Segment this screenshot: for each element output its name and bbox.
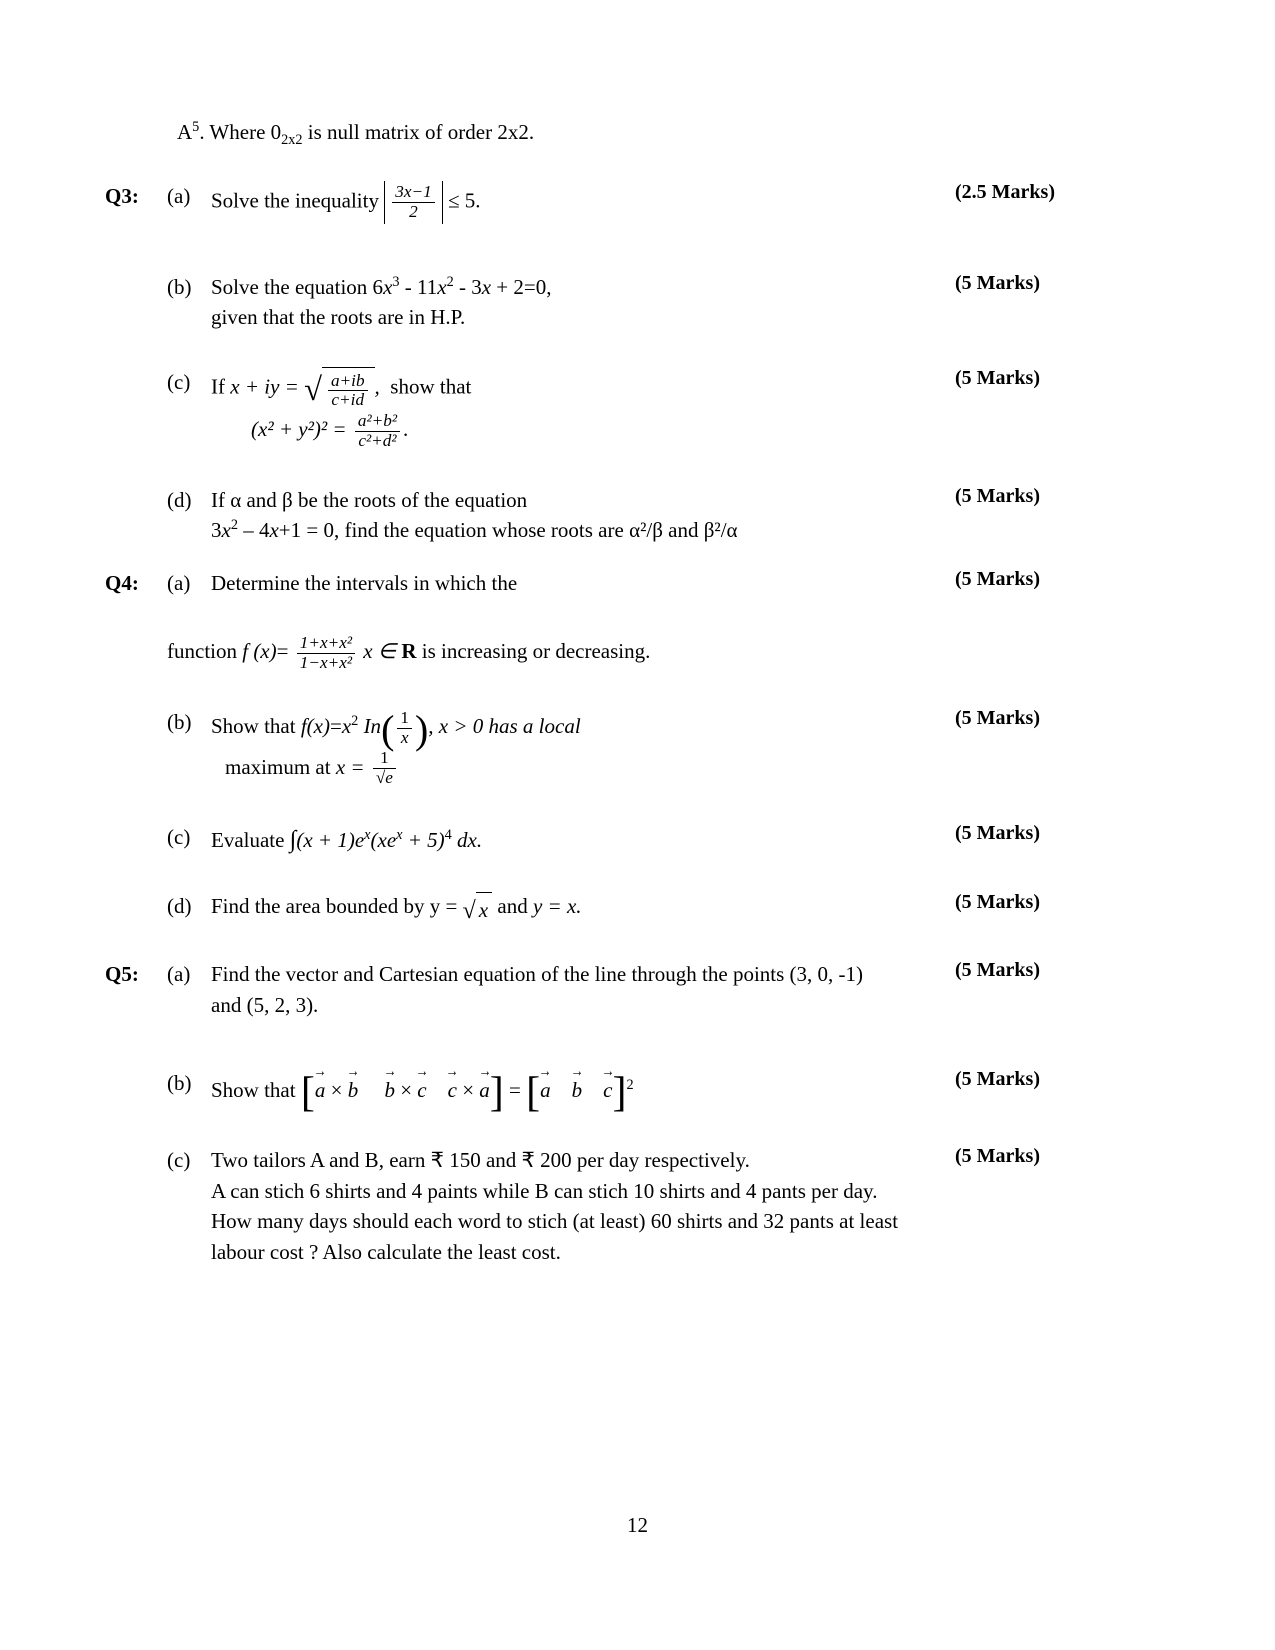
spacer xyxy=(105,1115,1105,1145)
lead-text-b: . Where 0 xyxy=(199,120,282,144)
spacer xyxy=(105,677,1105,707)
q3b-pow2: 2 xyxy=(446,273,454,290)
question-q4d xyxy=(105,891,1105,925)
fraction-numerator: 1+x+x² xyxy=(299,633,352,653)
part-label-b: (b) xyxy=(167,274,192,299)
marks-q4a: (5 Marks) xyxy=(955,567,1040,590)
marks-q5c: (5 Marks) xyxy=(955,1145,1040,1168)
right-bracket: ] xyxy=(489,1070,504,1117)
question-q3a xyxy=(105,181,1105,224)
spacer xyxy=(105,792,1105,822)
q3c-comma: , xyxy=(374,374,380,399)
q3c-line-2 xyxy=(251,410,1075,451)
q4d-t1: Find the area bounded by y = xyxy=(211,894,458,919)
marks-q5b: (5 Marks) xyxy=(955,1068,1040,1091)
q4b-max-word: maximum at xyxy=(225,754,331,779)
vector-c-1: → c xyxy=(417,1068,426,1111)
vector-b-1: → b xyxy=(348,1068,359,1111)
q4b-eq: = xyxy=(330,713,342,738)
vector-b-2: → b xyxy=(384,1068,395,1111)
q3c-if: If xyxy=(211,374,225,399)
lead-superscript: 5 xyxy=(192,119,200,135)
q3c-xiy: x + iy = xyxy=(230,374,299,399)
fraction-1-over-sqrt-e xyxy=(373,749,396,788)
vector-a-2: → a xyxy=(479,1068,490,1111)
question-number-q3: Q3: xyxy=(105,184,139,208)
q4a-function-word: function xyxy=(167,639,237,664)
part-label-c: (c) xyxy=(167,1148,191,1173)
square-root-x xyxy=(463,891,493,925)
fraction-denominator: 1−x+x² xyxy=(297,653,355,673)
marks-q3c: (5 Marks) xyxy=(955,366,1040,389)
fraction-3x-1-over-2 xyxy=(392,183,434,222)
question-q4b xyxy=(105,707,1105,788)
marks-q3d: (5 Marks) xyxy=(955,485,1040,507)
fraction-1-over-x xyxy=(397,709,412,748)
marks-q4c: (5 Marks) xyxy=(955,822,1040,845)
integral-sign: ∫ xyxy=(289,826,297,854)
right-bracket-2: ] xyxy=(612,1070,627,1117)
part-label-a: (a) xyxy=(167,184,191,208)
q4c-evaluate: Evaluate xyxy=(211,828,285,853)
part-label-c: (c) xyxy=(167,369,191,394)
question-q5b xyxy=(105,1068,1105,1117)
q5c-line-4: labour cost ? Also calculate the least cost. xyxy=(211,1239,561,1264)
lead-subscript: 2x2 xyxy=(281,132,303,149)
q4a-equals: = xyxy=(276,639,289,664)
vector-c-2: → c xyxy=(448,1068,457,1111)
q3b-x2: x xyxy=(437,274,447,299)
q3d-t3: +1 = 0, find the equation whose roots are α²/β and β²/α xyxy=(278,518,738,543)
q5b-equals: = xyxy=(509,1078,521,1103)
q3d-line-1: If α and β be the roots of the equation xyxy=(211,488,528,512)
radicand: x xyxy=(476,892,492,925)
q4b-line-1 xyxy=(211,707,1075,753)
question-q3c xyxy=(105,367,1105,451)
q4a-tail: is increasing or decreasing. xyxy=(421,639,651,664)
vector-a-1: → a xyxy=(315,1068,326,1111)
q4b-fx: f(x) xyxy=(300,713,330,738)
q4b-show: Show that xyxy=(211,713,296,738)
marks-q4d: (5 Marks) xyxy=(955,891,1040,914)
fraction-numerator: a+ib xyxy=(330,370,365,390)
q3a-suffix: ≤ 5. xyxy=(447,188,481,213)
q3b-t2: - 11 xyxy=(399,274,438,299)
radical-sign: √ xyxy=(304,372,322,409)
spacer xyxy=(105,550,1105,568)
vector-a-3: → a xyxy=(540,1068,551,1111)
q3c-lhs: (x² + y²)² = xyxy=(251,417,347,442)
q5a-line-2: and (5, 2, 3). xyxy=(211,992,319,1017)
q4b-x: x xyxy=(341,713,352,738)
part-label-c: (c) xyxy=(167,825,191,850)
q3b-t1: Solve the equation 6 xyxy=(211,274,384,299)
lead-text-a: A xyxy=(177,120,193,144)
spacer xyxy=(105,228,1105,272)
fraction-numerator: 3x−1 xyxy=(395,182,432,201)
spacer xyxy=(105,337,1105,367)
q3c-show: show that xyxy=(390,374,472,399)
left-bracket-2: [ xyxy=(526,1070,541,1117)
q4c-t1: (x + 1)e xyxy=(296,828,365,853)
page-number: 12 xyxy=(627,1513,648,1537)
fraction-numerator: 1 xyxy=(380,748,389,768)
q3b-x3: x xyxy=(481,274,492,299)
q3c-line-1 xyxy=(211,367,1075,411)
q4c-sup3: 4 xyxy=(444,827,452,844)
q3d-pow: 2 xyxy=(230,517,238,534)
q4b-ln: In xyxy=(363,713,382,738)
fraction-1xx2-over-1-xx2 xyxy=(297,634,355,673)
q3d-line-2 xyxy=(211,515,1075,545)
q4d-t2: and xyxy=(497,894,528,919)
spacer xyxy=(105,861,1105,891)
q3d-x1: x xyxy=(221,518,231,543)
q3a-prefix: Solve the inequality xyxy=(211,188,379,213)
question-q4c xyxy=(105,822,1105,857)
part-label-d: (d) xyxy=(167,894,192,919)
question-q3b xyxy=(105,272,1105,333)
q4a-fx: f (x) xyxy=(242,639,277,664)
q4b-rest: , x > 0 has a local xyxy=(428,713,581,738)
absolute-value-expression xyxy=(384,181,442,224)
part-label-a: (a) xyxy=(167,570,191,595)
q3b-pow1: 3 xyxy=(392,273,400,290)
vector-b-3: → b xyxy=(572,1068,583,1111)
q4a-line-2 xyxy=(167,632,1105,673)
q4c-t4: dx. xyxy=(451,828,483,853)
vector-c-3: → c xyxy=(603,1068,612,1111)
q4a-line-1: Determine the intervals in which the xyxy=(211,570,518,595)
left-paren: ( xyxy=(381,707,395,753)
question-q5a xyxy=(105,959,1105,1020)
marks-q3b: (5 Marks) xyxy=(955,271,1040,294)
q3b-line-2: given that the roots are in H.P. xyxy=(211,305,466,330)
q4c-t3: + 5) xyxy=(402,828,445,853)
q4b-x-equals: x = xyxy=(335,754,365,779)
square-root-a-ib-over-c-id xyxy=(304,367,374,411)
question-q5c xyxy=(105,1145,1105,1267)
page-content xyxy=(105,120,1105,1271)
question-number-q5: Q5: xyxy=(105,962,139,987)
question-number-q4: Q4: xyxy=(105,570,139,595)
left-bracket: [ xyxy=(300,1070,315,1117)
part-label-a: (a) xyxy=(167,962,191,987)
radical-sign: √ xyxy=(462,896,476,924)
cross-2: × xyxy=(400,1078,413,1103)
q5c-line-3: How many days should each word to stich (at least) 60 shirts and 32 pants at least xyxy=(211,1209,899,1234)
q3d-t1: 3 xyxy=(211,518,222,543)
q5c-line-2: A can stich 6 shirts and 4 paints while B can stich 10 shirts and 4 pants per day. xyxy=(211,1178,878,1203)
fraction-denominator: √e xyxy=(373,768,396,788)
q3b-line-1 xyxy=(211,272,1075,302)
marks-q3a: (2.5 Marks) xyxy=(955,181,1055,203)
q5c-line-1: Two tailors A and B, earn ₹ 150 and ₹ 200 per day respectively. xyxy=(211,1148,750,1173)
fraction-numerator: 1 xyxy=(400,707,409,727)
q4c-sup2: x xyxy=(396,827,403,844)
q4c-sup1: x xyxy=(364,827,371,844)
question-q4a xyxy=(105,568,1105,673)
q3d-t2: – 4 xyxy=(237,518,270,543)
fraction-denominator: x xyxy=(397,728,412,748)
right-paren: ) xyxy=(414,707,429,753)
q5b-show: Show that xyxy=(211,1078,296,1103)
q5b-sup: 2 xyxy=(626,1077,634,1094)
part-label-b: (b) xyxy=(167,709,192,734)
fraction-denominator: 2 xyxy=(392,202,434,222)
q3b-t3: - 3 xyxy=(453,274,482,299)
part-label-b: (b) xyxy=(167,1071,192,1096)
cross-1: × xyxy=(330,1078,343,1103)
q3b-x1: x xyxy=(383,274,393,299)
q4a-domain: x ∈ xyxy=(363,639,397,664)
spacer xyxy=(105,929,1105,959)
cross-3: × xyxy=(462,1078,475,1103)
q4b-pow: 2 xyxy=(351,712,359,729)
q4d-t3: y = x. xyxy=(532,894,582,919)
fraction-numerator: a²+b² xyxy=(357,411,397,431)
spacer xyxy=(105,455,1105,485)
fraction-denominator: c+id xyxy=(328,390,368,410)
q3b-t4: + 2=0, xyxy=(491,274,552,299)
q5a-line-1: Find the vector and Cartesian equation of the line through the points (3, 0, -1) xyxy=(211,962,864,987)
q4b-line-2 xyxy=(225,748,1075,789)
marks-q5a: (5 Marks) xyxy=(955,959,1040,982)
part-label-d: (d) xyxy=(167,488,192,512)
q3c-period: . xyxy=(403,417,409,442)
fraction-a2b2-over-c2d2 xyxy=(355,412,400,451)
q4c-t2: (xe xyxy=(370,828,397,853)
fraction-denominator: c²+d² xyxy=(355,431,400,451)
marks-q4b: (5 Marks) xyxy=(955,706,1040,729)
radicand xyxy=(322,367,375,411)
question-q3d xyxy=(105,485,1105,546)
q3d-x2: x xyxy=(269,518,279,543)
lead-text-c: is null matrix of order 2x2. xyxy=(302,120,535,144)
fraction-a-ib-over-c-id xyxy=(328,372,368,411)
continuation-line xyxy=(177,119,1105,149)
q4a-real-set: R xyxy=(401,639,417,664)
